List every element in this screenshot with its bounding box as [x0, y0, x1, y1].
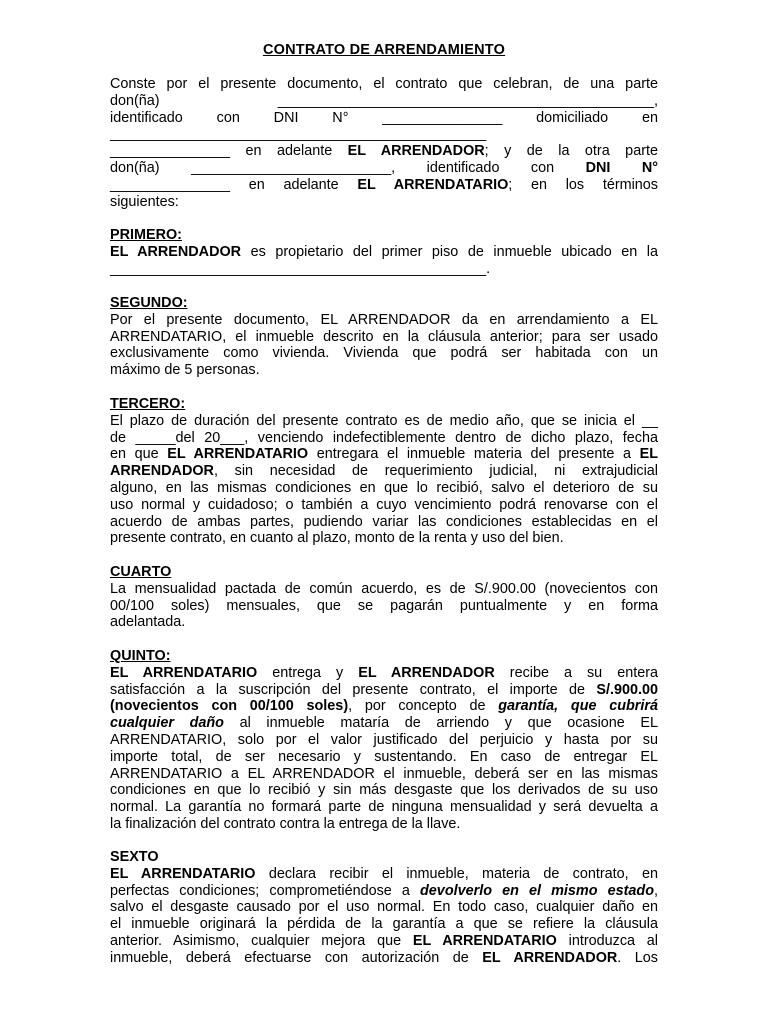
arrendatario-term: EL ARRENDATARIO: [357, 176, 509, 193]
intro-text: don(ña): [110, 92, 160, 109]
clause-primero: [110, 227, 658, 277]
clause-line: [110, 866, 658, 883]
clause-line: el inmueble originará la pérdida de la garantía a que se refiere la cláusula: [110, 916, 658, 933]
intro-text: domiciliado: [536, 109, 609, 126]
clause-text: satisfacción a la suscripción del presente contrato, el importe de: [110, 681, 597, 698]
address-blank: _______________________________________________.: [110, 260, 491, 277]
clause-line: [110, 463, 658, 480]
clause-segundo: [110, 295, 658, 379]
clause-line: [110, 682, 658, 699]
intro-text: ; en los términos: [508, 176, 658, 193]
clause-line: ARRENDATARIO, el inmueble descrito en la cláusula anterior; para ser usado: [110, 328, 658, 345]
clause-line: [110, 261, 658, 278]
clause-text: es propietario del primer piso de inmueble ubicado en la: [241, 243, 658, 260]
arrendador-term: EL ARRENDADOR: [347, 143, 485, 160]
dni-label: DNI N°: [585, 159, 658, 176]
intro-text: en: [642, 109, 659, 126]
arrendatario-term: EL ARRENDATARIO: [110, 664, 258, 681]
amount-words: (novecientos con 00/100 soles): [110, 698, 349, 715]
clause-text: recibe a su entera: [494, 664, 658, 681]
arrendador-term: EL ARRENDADOR: [482, 949, 618, 966]
guarantee-emphasis: cualquier daño: [110, 715, 224, 732]
arrendador-term: EL ARRENDADOR: [358, 664, 495, 681]
intro-text: Conste por el presente documento, el contrato que celebran, de una parte: [110, 76, 658, 92]
amount: S/.900.00: [596, 681, 658, 698]
guarantee-emphasis: garantía, que cubrirá: [498, 698, 658, 715]
intro-paragraph: [110, 76, 658, 210]
clause-line: [110, 665, 658, 682]
intro-text: don(ña): [110, 159, 160, 176]
intro-text: siguientes:: [110, 193, 179, 210]
clause-line: presente contrato, en cuanto al plazo, monto de la renta y uso del bien.: [110, 530, 564, 547]
arrendador-term: EL ARRENDADOR: [110, 243, 242, 260]
clause-line: la finalización del contrato contra la entrega de la llave.: [110, 815, 461, 832]
clause-text: entrega y: [257, 664, 359, 681]
clause-line: salvo el desgaste causado por el uso normal. En todo caso, cualquier daño en: [110, 899, 658, 916]
intro-line: [110, 93, 658, 110]
clause-line: normal. La garantía no formará parte de ninguna mensualidad y será devuelta a: [110, 799, 658, 816]
name-blank: _______________________________________________,: [277, 92, 658, 109]
clause-line: de _____del 20___, venciendo indefectiblemente dentro de dicho plazo, fecha: [110, 429, 658, 446]
address-blank: _______________________________________________: [110, 126, 487, 143]
clause-line: [110, 883, 658, 900]
intro-text: identificado: [426, 159, 500, 176]
clause-line: La mensualidad pactada de común acuerdo, es de S/.900.00 (novecientos con: [110, 580, 658, 597]
clause-line: importe total, de ser necesario y sustentando. En caso de entregar EL: [110, 748, 658, 765]
clause-line: [110, 950, 658, 967]
clause-text: . Los: [617, 949, 659, 966]
clause-line: [110, 698, 658, 715]
clause-line: [110, 446, 658, 463]
return-emphasis: devolverlo en el mismo estado: [420, 882, 654, 899]
clause-text: perfectas condiciones; comprometiéndose a: [110, 882, 421, 899]
clause-text: al inmueble mataría de arriendo y que ocasione EL: [223, 715, 658, 732]
clause-text: , por concepto de: [348, 698, 499, 715]
intro-text: ; y de la otra parte: [484, 143, 658, 160]
clause-text: anterior. Asimismo, cualquier mejora que: [110, 932, 413, 949]
intro-line: [110, 194, 658, 211]
clause-heading: QUINTO:: [110, 648, 171, 664]
clause-text: ,: [654, 882, 658, 899]
clause-text: declara recibir el inmueble, materia de contrato, en: [255, 865, 658, 882]
clause-cuarto: [110, 564, 658, 631]
clause-line: máximo de 5 personas.: [110, 362, 260, 379]
arrendatario-term: EL ARRENDATARIO: [412, 932, 557, 949]
clause-heading: PRIMERO:: [110, 227, 182, 243]
document-title: CONTRATO DE ARRENDAMIENTO: [262, 42, 506, 58]
intro-text: N°: [332, 109, 349, 126]
clause-heading: SEXTO: [110, 849, 159, 865]
arrendador-term: EL: [639, 446, 659, 463]
clause-heading: TERCERO:: [110, 396, 186, 412]
clause-line: [110, 244, 658, 261]
intro-line: [110, 160, 658, 177]
clause-tercero: [110, 396, 658, 547]
clause-text: inmueble, deberá efectuarse con autorización de: [110, 949, 483, 966]
intro-line: [110, 143, 658, 160]
clause-quinto: [110, 648, 658, 833]
intro-text: DNI: [273, 109, 299, 126]
clause-line: [110, 715, 658, 732]
arrendatario-term: EL ARRENDATARIO: [110, 865, 256, 882]
clause-text: , sin necesidad de requerimiento judicial, ni extrajudicial: [213, 463, 658, 480]
clause-text: introduzca al: [556, 932, 659, 949]
intro-line: [110, 177, 658, 194]
clause-line: adelantada.: [110, 614, 186, 631]
clause-line: ARRENDATARIO a EL ARRENDADOR el inmueble, deberá ser en las mismas: [110, 765, 658, 782]
clause-line: Por el presente documento, EL ARRENDADOR da en arrendamiento a EL: [110, 311, 658, 328]
dni-blank: _______________: [382, 109, 503, 126]
clause-line: uso normal y cuidadoso; o también a cuyo vencimiento podrá renovarse con el: [110, 496, 658, 513]
intro-text: con: [216, 109, 240, 126]
intro-text: _______________ en adelante: [110, 176, 339, 193]
arrendador-term: ARRENDADOR: [110, 463, 214, 480]
intro-text: identificado: [110, 109, 183, 126]
clause-line: [110, 933, 658, 950]
clause-line: El plazo de duración del presente contrato es de medio año, que se inicia el __: [110, 412, 658, 429]
intro-line: [110, 126, 658, 143]
intro-line: [110, 76, 658, 93]
clause-line: acuerdo de ambas partes, pudiendo variar las condiciones establecidas en el: [110, 513, 658, 530]
clause-heading: SEGUNDO:: [110, 295, 188, 311]
intro-text: con: [530, 159, 555, 176]
clause-line: 00/100 soles) mensuales, que se pagarán puntualmente y en forma: [110, 597, 658, 614]
name-blank: _________________________,: [191, 159, 396, 176]
clause-line: alguno, en las mismas condiciones en que lo recibió, salvo el deterioro de su: [110, 479, 658, 496]
clause-heading: CUARTO: [110, 564, 172, 580]
clause-line: exclusivamente como vivienda. Vivienda que podrá ser habitada con un: [110, 345, 658, 362]
clause-text: en que: [110, 446, 168, 463]
intro-text: _______________ en adelante: [110, 143, 333, 160]
intro-line: [110, 110, 658, 127]
clause-line: condiciones en que lo recibió y sin más desgaste que los derivados de su uso: [110, 782, 658, 799]
clause-text: entregara el inmueble materia del presente a: [308, 446, 640, 463]
clause-sexto: [110, 849, 658, 967]
arrendatario-term: EL ARRENDATARIO: [167, 446, 309, 463]
clause-line: ARRENDATARIO, solo por el valor justificado del perjuicio y hasta por su: [110, 731, 658, 748]
